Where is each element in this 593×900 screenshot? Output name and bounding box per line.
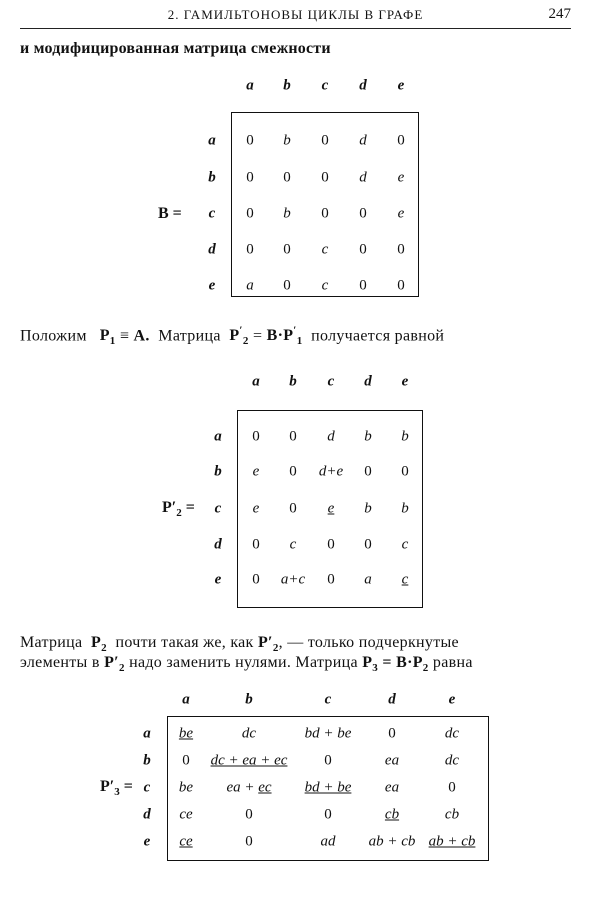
- matrix-cell: 0: [324, 752, 332, 769]
- matrix-cell: dc: [444, 725, 460, 742]
- matrix-cell: b: [401, 500, 409, 517]
- matrix-cell: 0: [397, 132, 405, 149]
- column-header: e: [401, 373, 409, 390]
- matrix-cell: 0: [245, 833, 253, 850]
- matrix-cell: e: [252, 500, 260, 517]
- matrix-cell: 0: [283, 277, 291, 294]
- matrix-cell: 0: [359, 277, 367, 294]
- matrix-label-symbol: P′: [100, 777, 115, 795]
- p3-p3-symbol: P: [362, 654, 373, 671]
- matrix-cell: d+e: [318, 463, 344, 480]
- matrix-label: [162, 499, 195, 519]
- matrix-cell: c: [401, 536, 409, 553]
- row-header: c: [214, 500, 222, 517]
- matrix-cell: ea: [384, 779, 400, 796]
- column-header: c: [327, 373, 335, 390]
- matrix-cell: d: [359, 169, 367, 186]
- word-polozhim: Положим: [20, 327, 87, 345]
- p3-p2-symbol: P: [91, 634, 102, 651]
- matrix-cell: 0: [397, 277, 405, 294]
- column-header: b: [289, 373, 297, 390]
- matrix-cell: dc: [444, 752, 460, 769]
- matrix-cell: 0: [448, 779, 456, 796]
- matrix-cell: 0: [245, 806, 253, 823]
- column-header: b: [245, 691, 253, 708]
- matrix-cell: 0: [388, 725, 396, 742]
- matrix-cell: 0: [327, 571, 335, 588]
- matrix-cell: ce: [179, 833, 193, 850]
- p1prime-symbol: P: [283, 327, 294, 345]
- matrix-label: [100, 778, 133, 798]
- row-header: e: [214, 571, 222, 588]
- matrix-label-eq: =: [119, 777, 133, 795]
- p1prime-prime: ′: [293, 325, 297, 337]
- matrix-cell: dc: [241, 725, 257, 742]
- column-header: d: [364, 373, 372, 390]
- p3-text-2a: элементы в: [20, 654, 100, 671]
- matrix-cell: 0: [289, 463, 297, 480]
- matrix-cell: 0: [324, 806, 332, 823]
- matrix-cell: [226, 780, 271, 797]
- column-header: c: [324, 691, 332, 708]
- matrix-cell: 0: [182, 752, 190, 769]
- matrix-cell: 0: [246, 169, 254, 186]
- matrix-cell: 0: [283, 169, 291, 186]
- column-header: a: [246, 77, 254, 94]
- cell-part-underlined: ec: [258, 779, 272, 796]
- row-header: a: [143, 725, 151, 742]
- matrix-cell: e: [397, 169, 405, 186]
- p3-p3-sub: 3: [372, 662, 379, 675]
- column-header: a: [252, 373, 260, 390]
- column-header: c: [321, 77, 329, 94]
- matrix-cell: 0: [246, 132, 254, 149]
- b-symbol: B: [266, 327, 278, 345]
- p3-p2prime-sub: 2: [272, 642, 279, 655]
- chapter-title: 2. ГАМИЛЬТОНОВЫ ЦИКЛЫ В ГРАФЕ: [167, 7, 424, 22]
- matrix-cell: c: [401, 571, 409, 588]
- matrix-label-sub: 3: [114, 786, 120, 799]
- matrix-cell: 0: [252, 536, 260, 553]
- paragraph-3-line-2: элементы в $P'_2$ надо заменить нулями. Матрица $P_3 = B\cdot P_2$ равна: [20, 654, 473, 675]
- p3-p2-sub: 2: [101, 642, 107, 655]
- matrix-cell: 0: [289, 500, 297, 517]
- matrix-cell: e: [397, 205, 405, 222]
- row-header: b: [143, 752, 151, 769]
- matrix-cell: cb: [384, 806, 400, 823]
- matrix-cell: a: [364, 571, 372, 588]
- matrix-cell: be: [178, 725, 194, 742]
- p3-text-2c: равна: [432, 654, 473, 671]
- row-header: d: [214, 536, 222, 553]
- column-header: b: [283, 77, 291, 94]
- matrix-cell: 0: [252, 571, 260, 588]
- row-header: a: [214, 428, 222, 445]
- row-header: c: [143, 779, 151, 796]
- matrix-cell: 0: [321, 132, 329, 149]
- matrix-cell: b: [401, 428, 409, 445]
- matrix-label-sub: 2: [176, 507, 182, 520]
- matrix-cell: 0: [327, 536, 335, 553]
- row-header: b: [214, 463, 222, 480]
- column-header: e: [397, 77, 405, 94]
- words-result: получается равной: [311, 327, 445, 345]
- dot-op: ·: [277, 327, 284, 345]
- matrix-cell: b: [283, 205, 291, 222]
- matrix-cell: 0: [321, 205, 329, 222]
- p3-p2b-sub: 2: [422, 662, 429, 675]
- p3-text-1b: почти такая же, как: [115, 634, 254, 651]
- matrix-cell: b: [364, 500, 372, 517]
- matrix-cell: c: [321, 241, 329, 258]
- matrix-cell: b: [283, 132, 291, 149]
- p1-symbol: P: [99, 327, 110, 345]
- paragraph-2: [20, 325, 444, 348]
- matrix-cell: 0: [321, 169, 329, 186]
- p3-p2b-symbol: P: [412, 654, 423, 671]
- p1-sub: 1: [109, 335, 116, 348]
- row-header: c: [208, 205, 216, 222]
- matrix-label-symbol: P′: [162, 498, 177, 516]
- row-header: e: [143, 833, 151, 850]
- matrix-cell: 0: [364, 536, 372, 553]
- matrix-cell: ad: [320, 833, 336, 850]
- matrix-cell: ab + cb: [368, 833, 416, 850]
- p3-p2prime2-symbol: P: [104, 654, 115, 671]
- matrix-cell: a: [246, 277, 254, 294]
- matrix-cell: cb: [444, 806, 460, 823]
- matrix-cell: 0: [283, 241, 291, 258]
- equals-sign: =: [252, 327, 263, 345]
- matrix-cell: dc + ea + ec: [210, 752, 288, 769]
- p2-symbol: P: [229, 327, 240, 345]
- matrix-cell: ab + cb: [428, 833, 476, 850]
- row-header: b: [208, 169, 216, 186]
- word-matrix: Матрица: [158, 327, 221, 345]
- matrix-cell: bd + be: [304, 725, 352, 742]
- matrix-cell: 0: [359, 205, 367, 222]
- p3-text-1c: , — только подчеркнутые: [278, 634, 459, 651]
- matrix-cell: 0: [246, 205, 254, 222]
- p3-word-matrix: Матрица: [20, 634, 83, 651]
- matrix-cell: 0: [397, 241, 405, 258]
- p3-text-2b: надо заменить нулями. Матрица: [129, 654, 358, 671]
- matrix-cell: ea: [384, 752, 400, 769]
- matrix-cell: d: [327, 428, 335, 445]
- cell-part: ea +: [226, 779, 259, 796]
- matrix-cell: b: [364, 428, 372, 445]
- matrix-label: B =: [158, 205, 182, 222]
- matrix-cell: be: [178, 779, 194, 796]
- intro-text: и модифицированная матрица смежности: [20, 40, 331, 57]
- column-header: d: [359, 77, 367, 94]
- column-header: e: [448, 691, 456, 708]
- matrix-cell: 0: [359, 241, 367, 258]
- p3-eq-b: = B·: [382, 654, 413, 671]
- matrix-cell: 0: [246, 241, 254, 258]
- matrix-cell: a+c: [280, 571, 306, 588]
- matrix-cell: d: [359, 132, 367, 149]
- equiv-sign: ≡: [119, 327, 130, 345]
- paragraph-3-line-1: Матрица $P_2$ почти такая же, как $P'_2$, — только подчеркнутые: [20, 634, 459, 655]
- page-number: 247: [548, 6, 571, 22]
- matrix-label-eq: =: [181, 498, 195, 516]
- matrix-cell: 0: [252, 428, 260, 445]
- row-header: e: [208, 277, 216, 294]
- p1prime-sub: 1: [296, 335, 303, 348]
- row-header: a: [208, 132, 216, 149]
- row-header: d: [208, 241, 216, 258]
- column-header: a: [182, 691, 190, 708]
- matrix-cell: ce: [179, 806, 193, 823]
- p3-p2prime-symbol: P: [257, 634, 269, 651]
- matrix-cell: c: [321, 277, 329, 294]
- p2-sub: 2: [242, 335, 249, 348]
- row-header: d: [143, 806, 151, 823]
- matrix-cell: bd + be: [304, 779, 352, 796]
- matrix-cell: 0: [289, 428, 297, 445]
- p3-p2prime2-sub: 2: [118, 662, 125, 675]
- matrix-cell: e: [327, 500, 335, 517]
- a-symbol: A.: [133, 327, 150, 345]
- column-header: d: [388, 691, 396, 708]
- matrix-cell: 0: [401, 463, 409, 480]
- matrix-cell: e: [252, 463, 260, 480]
- p2-prime: ′: [239, 325, 243, 337]
- matrix-cell: 0: [364, 463, 372, 480]
- running-header: [20, 4, 571, 29]
- matrix-cell: c: [289, 536, 297, 553]
